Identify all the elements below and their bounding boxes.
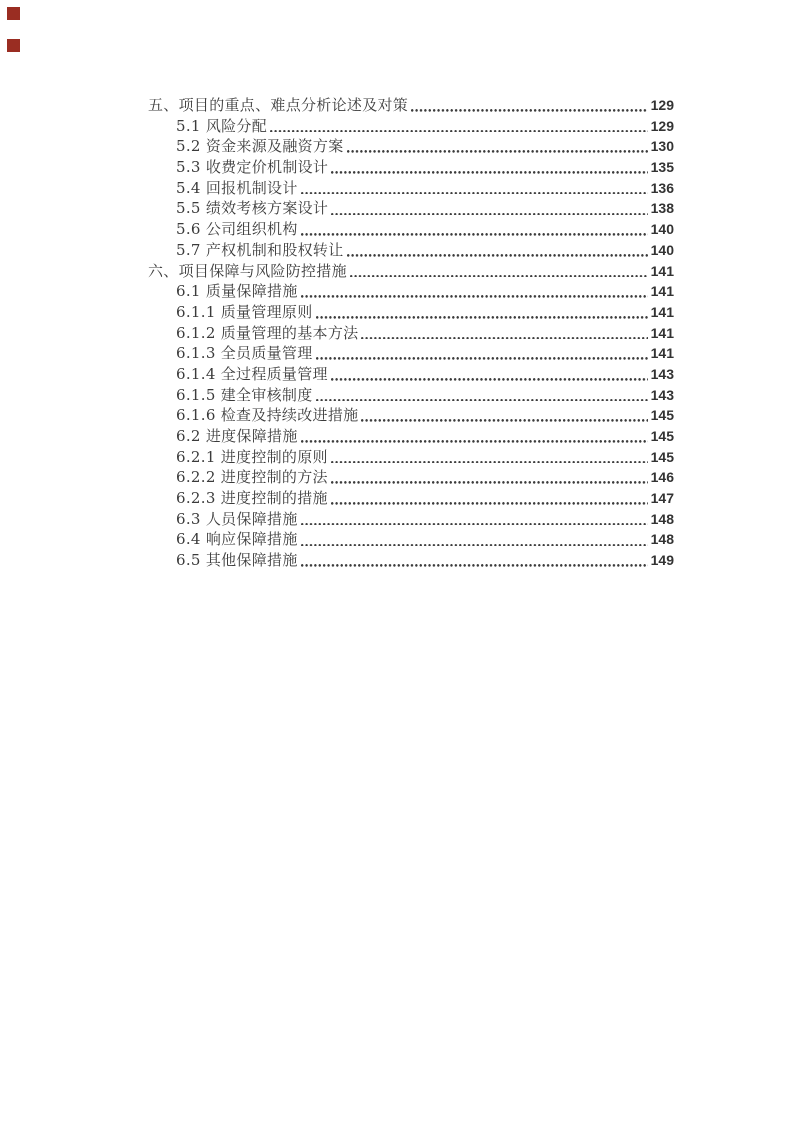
toc-entry-label: 5.3 收费定价机制设计	[176, 158, 329, 177]
toc-entry-page-number: 141	[650, 345, 674, 362]
toc-entry-label: 5.1 风险分配	[176, 116, 268, 135]
toc-entry[interactable]	[148, 198, 674, 219]
toc-entry-page-number: 136	[650, 179, 674, 196]
toc-entry-page-number: 145	[650, 448, 674, 465]
toc-entry-page-number: 145	[650, 428, 674, 444]
toc-entry-page-number: 141	[650, 303, 674, 320]
dot-leader	[316, 399, 648, 402]
dot-leader	[361, 337, 647, 340]
toc-entry-label: 6.1.4 全过程质量管理	[176, 364, 328, 383]
toc-entry[interactable]	[148, 261, 674, 282]
toc-entry[interactable]	[148, 447, 674, 468]
dot-leader	[331, 378, 648, 381]
toc-entry[interactable]	[148, 343, 674, 364]
dot-leader	[316, 357, 648, 360]
toc-entry[interactable]	[148, 178, 674, 199]
toc-entry[interactable]	[148, 281, 674, 302]
dot-leader	[350, 275, 648, 278]
toc-entry-page-number: 140	[650, 241, 674, 258]
toc-entry-label: 6.5 其他保障措施	[176, 551, 298, 570]
toc-entry-label: 五、项目的重点、难点分析论述及对策	[148, 96, 409, 114]
dot-leader	[301, 523, 648, 526]
dot-leader	[361, 419, 647, 422]
toc-entry-page-number: 138	[650, 200, 674, 217]
toc-entry-page-number: 140	[650, 221, 674, 238]
toc-entry-page-number: 146	[650, 469, 674, 486]
toc-entry[interactable]	[148, 385, 674, 406]
dot-leader	[331, 171, 647, 174]
toc-entry-label: 6.2 进度保障措施	[176, 427, 298, 445]
toc-entry[interactable]	[148, 219, 674, 240]
toc-entry[interactable]	[148, 302, 674, 323]
toc-entry[interactable]	[148, 95, 674, 116]
toc-entry-page-number: 143	[650, 386, 674, 403]
dot-leader	[301, 233, 648, 236]
dot-leader	[347, 150, 648, 153]
toc-entry[interactable]	[148, 467, 674, 488]
toc-entry-label: 6.1.2 质量管理的基本方法	[176, 323, 359, 342]
dot-leader	[331, 461, 648, 464]
dot-leader	[331, 502, 648, 505]
toc-entry-label: 6.1 质量保障措施	[176, 282, 298, 301]
toc-entry-label: 6.2.3 进度控制的措施	[176, 489, 328, 508]
toc-entry-page-number: 148	[650, 531, 674, 548]
toc-entry[interactable]	[148, 488, 674, 509]
toc-entry[interactable]	[148, 116, 674, 137]
toc-entry-label: 5.6 公司组织机构	[176, 220, 298, 239]
toc-entry-page-number: 141	[650, 324, 674, 341]
toc-entry-page-number: 141	[650, 283, 674, 300]
dot-leader	[301, 440, 648, 443]
dot-leader	[301, 564, 648, 567]
toc-entry-page-number: 147	[650, 490, 674, 507]
dot-leader	[316, 316, 648, 319]
toc-entry[interactable]	[148, 405, 674, 426]
toc-entry-label: 5.4 回报机制设计	[176, 178, 298, 197]
toc-entry[interactable]	[148, 364, 674, 385]
dot-leader	[331, 213, 647, 216]
table-of-contents	[148, 95, 674, 571]
dot-leader	[347, 254, 648, 257]
toc-entry[interactable]	[148, 550, 674, 571]
toc-entry-page-number: 141	[650, 262, 674, 279]
toc-entry[interactable]	[148, 529, 674, 550]
dot-leader	[301, 544, 648, 547]
toc-entry-label: 5.5 绩效考核方案设计	[176, 199, 329, 218]
toc-entry[interactable]	[148, 426, 674, 447]
toc-entry-page-number: 129	[650, 97, 674, 113]
toc-entry[interactable]	[148, 157, 674, 178]
toc-entry[interactable]	[148, 509, 674, 530]
toc-entry-page-number: 135	[650, 159, 674, 176]
toc-entry-page-number: 149	[650, 552, 674, 569]
dot-leader	[270, 130, 648, 133]
toc-entry-label: 6.1.3 全员质量管理	[176, 344, 313, 363]
toc-entry-label: 6.2.1 进度控制的原则	[176, 447, 328, 466]
toc-entry[interactable]	[148, 240, 674, 261]
toc-entry-page-number: 129	[650, 117, 674, 134]
toc-entry-label: 6.3 人员保障措施	[176, 509, 298, 528]
toc-entry-page-number: 143	[650, 365, 674, 382]
dot-leader	[301, 192, 648, 195]
toc-entry-page-number: 145	[650, 407, 674, 424]
toc-entry-page-number: 130	[650, 138, 674, 155]
toc-entry-label: 5.7 产权机制和股权转让	[176, 240, 344, 259]
toc-entry[interactable]	[148, 323, 674, 344]
dot-leader	[301, 295, 648, 298]
corner-mark-icon	[7, 7, 20, 20]
toc-entry-label: 6.1.1 质量管理原则	[176, 302, 313, 321]
toc-entry-label: 5.2 资金来源及融资方案	[176, 137, 344, 156]
toc-entry-label: 6.1.5 建全审核制度	[176, 385, 313, 404]
dot-leader	[331, 481, 648, 484]
dot-leader	[411, 109, 648, 112]
toc-entry-label: 6.2.2 进度控制的方法	[176, 468, 328, 487]
corner-mark-icon	[7, 39, 20, 52]
toc-entry-label: 6.1.6 检查及持续改进措施	[176, 406, 359, 425]
toc-entry[interactable]	[148, 136, 674, 157]
toc-entry-label: 六、项目保障与风险防控措施	[148, 261, 347, 280]
toc-entry-label: 6.4 响应保障措施	[176, 530, 298, 549]
toc-entry-page-number: 148	[650, 510, 674, 527]
